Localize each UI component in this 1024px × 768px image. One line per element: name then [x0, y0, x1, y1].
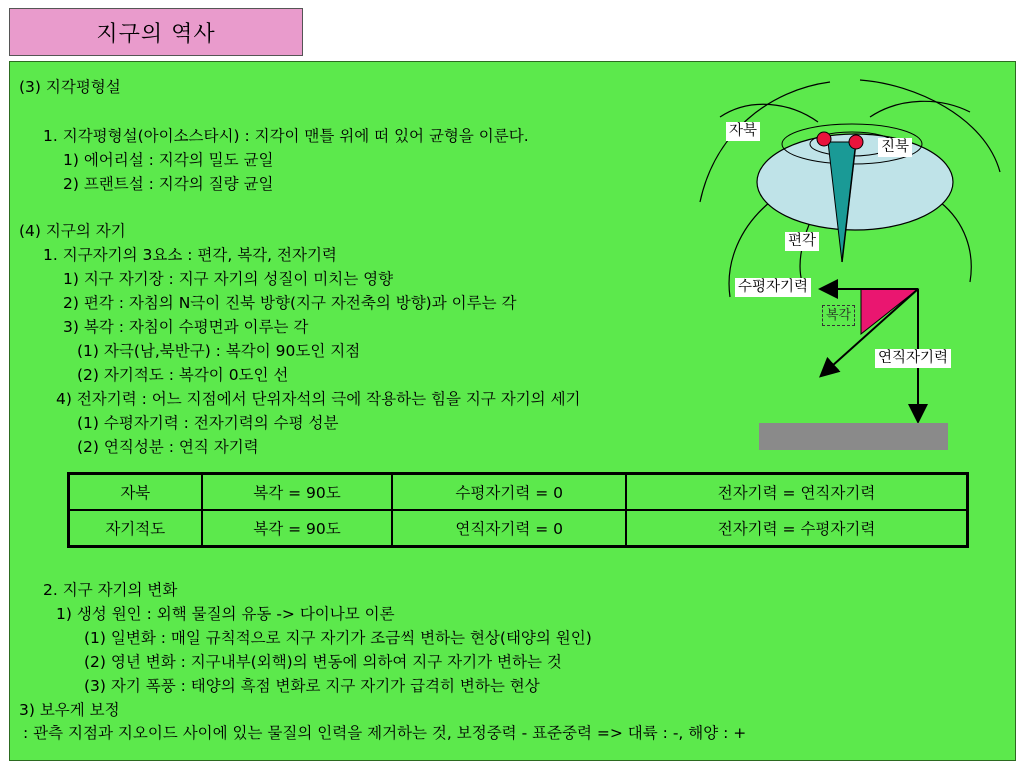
text-line: 2) 프랜트설 : 지각의 질량 균일 [63, 175, 274, 193]
horizontal-force-label: 수평자기력 [735, 278, 811, 297]
text-line: (1) 일변화 : 매일 규칙적으로 지구 자기가 조금씩 변하는 현상(태양의 원인) [84, 629, 592, 647]
text-line: 2) 편각 : 자침의 N극이 진북 방향(지구 자전축의 방향)과 이루는 각 [63, 294, 517, 312]
text-line: 4) 전자기력 : 어느 지점에서 단위자석의 극에 작용하는 힘을 지구 자기의 세기 [56, 390, 581, 408]
text-line: (2) 자기적도 : 복각이 0도인 선 [77, 366, 289, 384]
table-cell: 자기적도 [69, 510, 202, 547]
text-line: 1. 지구자기의 3요소 : 편각, 복각, 전자기력 [43, 246, 337, 264]
declination-label: 편각 [785, 232, 819, 251]
heading-geomagnetism: (4) 지구의 자기 [19, 222, 126, 240]
ground-surface [759, 423, 948, 450]
heading-isostasy: (3) 지각평형설 [19, 78, 121, 96]
text-line: (1) 자극(남,북반구) : 복각이 90도인 지점 [77, 342, 361, 360]
text-line: (2) 연직성분 : 연직 자기력 [77, 438, 259, 456]
text-line: (3) 자기 폭풍 : 태양의 흑점 변화로 지구 자기가 급격히 변하는 현상 [84, 677, 540, 695]
vertical-force-label: 연직자기력 [875, 349, 951, 368]
heading-bouguer: 3) 보우게 보정 [19, 701, 120, 719]
magnetic-north-label: 자북 [726, 122, 760, 141]
page-title: 지구의 역사 [9, 8, 303, 56]
text-line: 1. 지각평형설(아이소스타시) : 지각이 맨틀 위에 떠 있어 균형을 이룬다. [43, 127, 529, 145]
inclination-label: 복각 [822, 305, 855, 326]
table-cell: 전자기력 = 수평자기력 [626, 510, 967, 547]
table-cell: 복각 = 90도 [202, 510, 393, 547]
table-cell: 자북 [69, 474, 202, 511]
true-north-dot [849, 135, 863, 149]
true-north-label: 진북 [878, 138, 912, 157]
text-line: (1) 수평자기력 : 전자기력의 수평 성분 [77, 414, 339, 432]
text-line: 1) 지구 자기장 : 지구 자기의 성질이 미치는 영향 [63, 270, 394, 288]
content-panel [9, 61, 1016, 761]
table-cell: 전자기력 = 연직자기력 [626, 474, 967, 511]
heading-change: 2. 지구 자기의 변화 [43, 581, 178, 599]
text-line: 1) 에어리설 : 지각의 밀도 균일 [63, 151, 274, 169]
text-line: (2) 영년 변화 : 지구내부(외핵)의 변동에 의하여 지구 자기가 변하는 것 [84, 653, 562, 671]
text-line: : 관측 지점과 지오이드 사이에 있는 물질의 인력을 제거하는 것, 보정중력 - 표준중력 => 대륙 : -, 해양 : + [23, 724, 747, 742]
text-line: 3) 복각 : 자침이 수평면과 이루는 각 [63, 318, 309, 336]
table-cell: 복각 = 90도 [202, 474, 393, 511]
text-line: 1) 생성 원인 : 외핵 물질의 유동 -> 다이나모 이론 [56, 605, 395, 623]
table-cell: 연직자기력 = 0 [392, 510, 626, 547]
geomagnetism-diagram [10, 62, 1015, 760]
table-cell: 수평자기력 = 0 [392, 474, 626, 511]
magnetic-north-dot [817, 132, 831, 146]
